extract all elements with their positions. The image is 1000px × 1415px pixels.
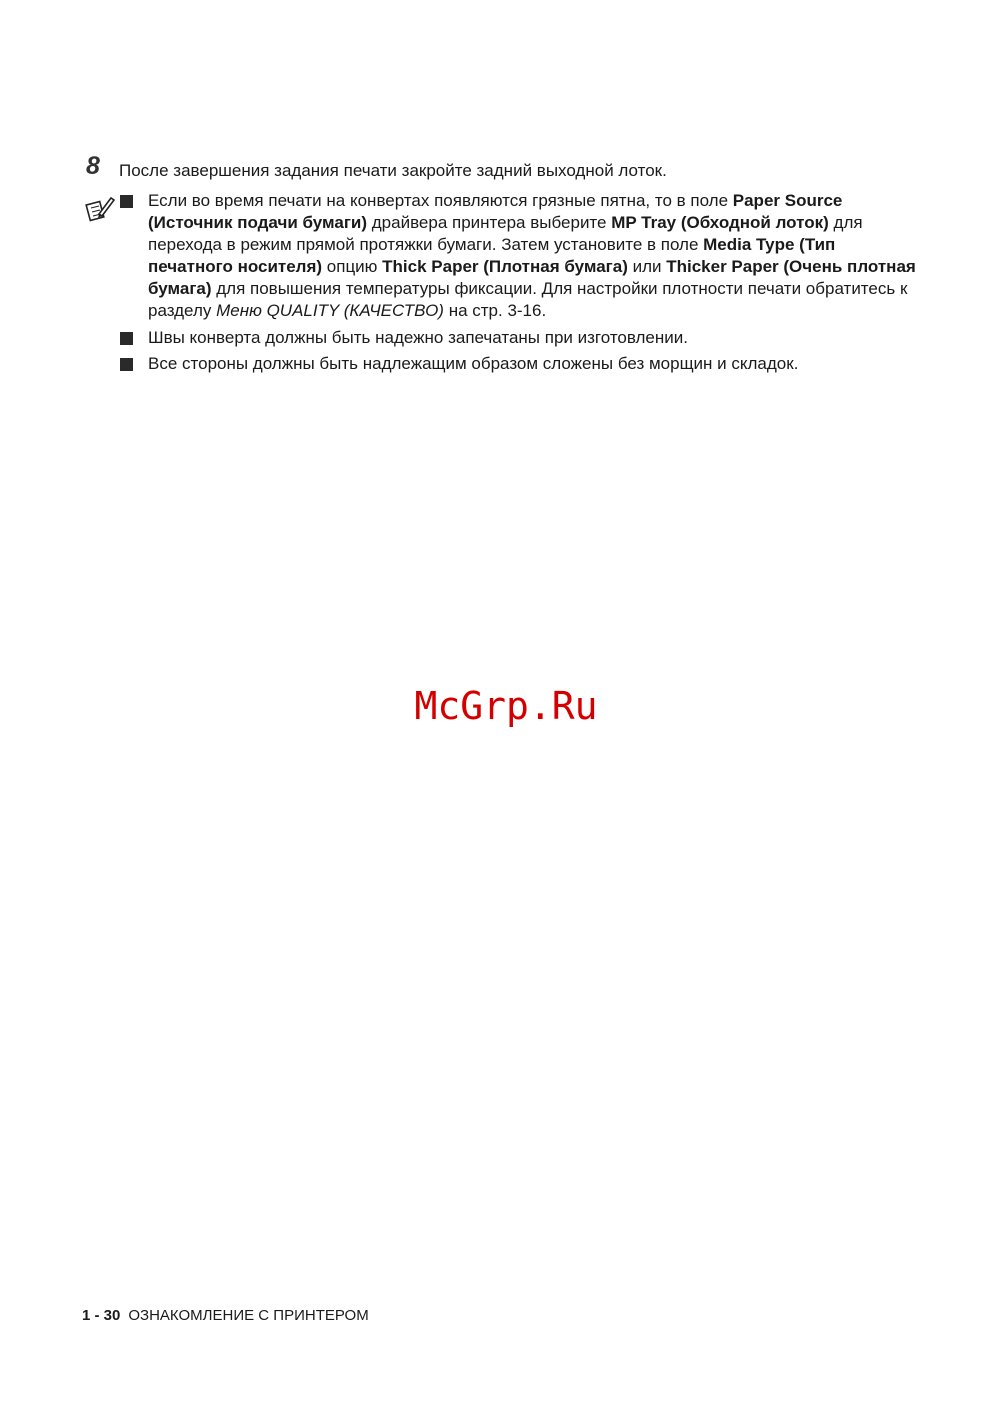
paper-source-option: Paper Source (Источник подачи бумаги)	[148, 191, 843, 232]
bullet-text: Все стороны должны быть надлежащим образом сложены без морщин и складок.	[148, 354, 799, 373]
bullet-square-icon	[120, 195, 133, 208]
text-segment: Если во время печати на конвертах появляются грязные пятна, то в поле	[148, 191, 733, 210]
bullet-text	[148, 190, 920, 322]
page-number: 1 - 30	[82, 1307, 121, 1324]
note-pencil-icon	[85, 194, 115, 224]
page-footer	[82, 1307, 369, 1324]
step-number: 8	[86, 152, 100, 180]
text-segment: драйвера принтера выберите	[367, 213, 612, 232]
media-type-option: Media Type (Тип печатного носителя)	[148, 235, 836, 276]
bullet-text: Швы конверта должны быть надежно запечатаны при изготовлении.	[148, 328, 688, 347]
mp-tray-option: MP Tray (Обходной лоток)	[611, 213, 829, 232]
bullet-square-icon	[120, 358, 133, 371]
thick-paper-option: Thick Paper (Плотная бумага)	[382, 257, 628, 276]
thicker-paper-option: Thicker Paper (Очень плотная бумага)	[148, 257, 916, 298]
note-bullet-envelope-stains	[120, 190, 920, 322]
bullet-square-icon	[120, 332, 133, 345]
note-bullet-folds	[120, 353, 920, 375]
note-bullet-seams	[120, 327, 920, 349]
text-segment: или	[627, 257, 667, 276]
watermark	[0, 684, 1000, 728]
text-segment: на стр. 3-16.	[443, 301, 547, 320]
text-segment: для повышения температуры фиксации. Для настройки плотности печати обратитесь к разделу	[148, 279, 908, 320]
section-title: ОЗНАКОМЛЕНИЕ С ПРИНТЕРОМ	[128, 1307, 369, 1324]
text-segment: для перехода в режим прямой протяжки бумаги. Затем установите в поле	[148, 213, 863, 254]
watermark-text: McGrp.Ru	[414, 684, 598, 728]
text-segment: опцию	[322, 257, 383, 276]
quality-menu-reference: Меню QUALITY (КАЧЕСТВО)	[216, 301, 444, 320]
step-text: После завершения задания печати закройте задний выходной лоток.	[119, 161, 667, 180]
